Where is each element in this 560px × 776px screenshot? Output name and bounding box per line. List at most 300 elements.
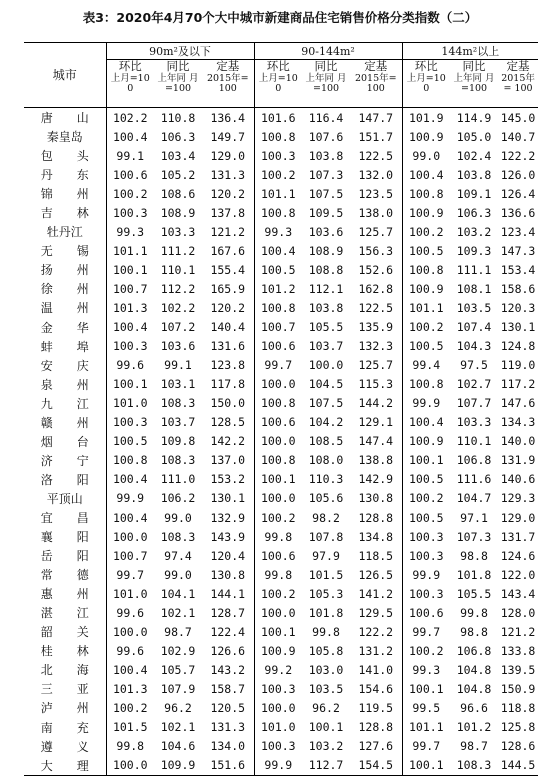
city-name: 温 州 <box>40 301 89 316</box>
index-value: 107.8 <box>308 529 344 544</box>
index-value: 140.4 <box>210 320 246 335</box>
index-value: 100.2 <box>106 698 154 717</box>
index-value: 147.7 <box>358 110 394 125</box>
index-value: 128.8 <box>358 720 394 735</box>
index-value: 100.1 <box>106 375 154 394</box>
index-value: 99.9 <box>402 565 450 584</box>
index-value: 100.8 <box>254 451 302 470</box>
table-row <box>24 584 538 603</box>
city-name: 泉 州 <box>40 377 89 392</box>
index-value: 100.6 <box>254 413 302 432</box>
index-value: 108.3 <box>160 529 196 544</box>
index-value: 99.8 <box>460 605 488 620</box>
index-value: 158.7 <box>210 681 246 696</box>
index-value: 119.0 <box>500 358 536 373</box>
index-value: 100.1 <box>402 451 450 470</box>
index-value: 135.9 <box>358 320 394 335</box>
table-row <box>24 165 538 184</box>
index-value: 100.4 <box>254 241 302 260</box>
index-value: 103.6 <box>160 339 196 354</box>
index-value: 107.9 <box>160 681 196 696</box>
index-value: 151.7 <box>358 129 394 144</box>
index-value: 101.1 <box>106 241 154 260</box>
index-value: 100.9 <box>254 641 302 660</box>
index-value: 100.3 <box>106 203 154 222</box>
index-value: 120.5 <box>210 700 246 715</box>
index-value: 100.3 <box>254 737 302 756</box>
index-value: 118.5 <box>358 548 394 563</box>
index-value: 104.3 <box>456 339 492 354</box>
table-row <box>24 394 538 413</box>
index-value: 100.3 <box>402 527 450 546</box>
index-value: 142.2 <box>210 434 246 449</box>
table-row <box>24 260 538 279</box>
index-value: 141.0 <box>358 662 394 677</box>
index-value: 140.6 <box>500 472 536 487</box>
subheader-cell: 环比 <box>106 60 154 74</box>
index-value: 102.1 <box>160 720 196 735</box>
index-value: 98.8 <box>460 624 488 639</box>
city-name: 九 江 <box>40 396 89 411</box>
city-name: 锦 州 <box>40 187 89 202</box>
base-note-cell: 2015年= 100 <box>202 73 254 108</box>
index-value: 99.6 <box>106 603 154 622</box>
index-value: 100.8 <box>254 298 302 317</box>
index-value: 100.5 <box>402 337 450 356</box>
table-row <box>24 641 538 660</box>
index-value: 109.5 <box>308 205 344 220</box>
table-row <box>24 470 538 489</box>
table-row <box>24 222 538 241</box>
index-value: 130.8 <box>358 491 394 506</box>
index-value: 100.7 <box>254 318 302 337</box>
index-value: 102.9 <box>160 643 196 658</box>
index-value: 99.3 <box>402 660 450 679</box>
index-value: 100.3 <box>254 679 302 698</box>
index-value: 129.0 <box>210 148 246 163</box>
index-value: 100.0 <box>254 432 302 451</box>
index-value: 150.9 <box>500 681 536 696</box>
base-note-cell: 上年同 月=100 <box>302 73 350 108</box>
table-row <box>24 337 538 356</box>
index-value: 101.1 <box>254 184 302 203</box>
index-value: 105.5 <box>456 586 492 601</box>
index-value: 103.8 <box>456 167 492 182</box>
index-value: 108.3 <box>160 453 196 468</box>
index-value: 103.3 <box>456 415 492 430</box>
index-value: 101.3 <box>106 679 154 698</box>
index-value: 134.3 <box>500 415 536 430</box>
index-value: 99.3 <box>106 222 154 241</box>
index-value: 100.9 <box>402 279 450 298</box>
index-value: 119.5 <box>358 700 394 715</box>
index-value: 109.9 <box>154 756 202 776</box>
table-row <box>24 756 538 776</box>
index-value: 111.2 <box>160 243 196 258</box>
index-value: 100.8 <box>402 375 450 394</box>
index-value: 100.3 <box>106 413 154 432</box>
index-value: 100.4 <box>106 127 154 146</box>
index-value: 120.2 <box>210 186 246 201</box>
index-value: 167.6 <box>210 243 246 258</box>
index-value: 100.0 <box>254 698 302 717</box>
index-value: 100.4 <box>402 165 450 184</box>
index-value: 99.9 <box>106 489 154 508</box>
city-name: 无 锡 <box>40 244 89 259</box>
table-row <box>24 375 538 394</box>
index-value: 106.8 <box>456 453 492 468</box>
index-value: 103.2 <box>456 224 492 239</box>
index-value: 109.8 <box>160 434 196 449</box>
index-value: 147.3 <box>500 243 536 258</box>
index-value: 104.7 <box>456 491 492 506</box>
index-value: 143.9 <box>210 529 246 544</box>
index-value: 152.6 <box>358 262 394 277</box>
index-value: 100.2 <box>254 584 302 603</box>
index-value: 100.8 <box>254 203 302 222</box>
index-value: 151.6 <box>202 756 254 776</box>
index-value: 139.5 <box>500 662 536 677</box>
table-row <box>24 489 538 508</box>
index-value: 134.0 <box>210 739 246 754</box>
index-value: 97.5 <box>460 358 488 373</box>
index-value: 107.5 <box>308 396 344 411</box>
index-value: 107.6 <box>308 129 344 144</box>
city-name: 济 宁 <box>40 453 89 468</box>
index-value: 131.7 <box>500 529 536 544</box>
index-value: 104.5 <box>308 377 344 392</box>
index-value: 104.2 <box>308 415 344 430</box>
index-value: 120.3 <box>500 300 536 315</box>
city-name: 赣 州 <box>40 415 89 430</box>
index-value: 131.2 <box>358 643 394 658</box>
index-value: 99.1 <box>164 358 192 373</box>
index-value: 100.5 <box>254 260 302 279</box>
index-value: 100.6 <box>106 165 154 184</box>
city-name: 北 海 <box>40 663 89 678</box>
index-value: 122.4 <box>210 624 246 639</box>
index-value: 154.5 <box>350 756 402 776</box>
index-value: 112.7 <box>302 756 350 776</box>
index-value: 122.5 <box>358 300 394 315</box>
index-value: 158.6 <box>500 281 536 296</box>
index-value: 121.2 <box>500 624 536 639</box>
index-value: 98.2 <box>312 510 340 525</box>
index-value: 100.2 <box>402 222 450 241</box>
table-row <box>24 146 538 165</box>
city-name: 大 理 <box>24 756 106 776</box>
table-row <box>24 737 538 756</box>
city-name: 安 庆 <box>40 358 89 373</box>
index-value: 108.9 <box>160 205 196 220</box>
table-row <box>24 279 538 298</box>
index-value: 96.2 <box>164 700 192 715</box>
index-value: 109.1 <box>456 186 492 201</box>
index-value: 97.4 <box>164 548 192 563</box>
index-value: 101.5 <box>106 718 154 737</box>
city-name: 烟 台 <box>40 434 89 449</box>
index-value: 129.0 <box>500 510 536 525</box>
index-value: 100.4 <box>402 413 450 432</box>
index-value: 99.9 <box>402 394 450 413</box>
index-value: 103.5 <box>308 681 344 696</box>
table-row <box>24 546 538 565</box>
index-value: 118.8 <box>500 700 536 715</box>
table-row <box>24 622 538 641</box>
table-row <box>24 451 538 470</box>
index-value: 100.4 <box>106 470 154 489</box>
index-value: 107.3 <box>456 529 492 544</box>
index-value: 100.1 <box>254 470 302 489</box>
index-value: 143.2 <box>210 662 246 677</box>
index-value: 98.8 <box>460 548 488 563</box>
group-header-medium: 90-144m² <box>254 43 402 60</box>
city-name: 岳 阳 <box>40 549 89 564</box>
index-value: 101.2 <box>456 720 492 735</box>
index-value: 107.5 <box>308 186 344 201</box>
index-value: 111.6 <box>456 472 492 487</box>
index-value: 101.3 <box>106 298 154 317</box>
index-value: 103.3 <box>160 224 196 239</box>
city-name: 金 华 <box>40 320 89 335</box>
index-value: 108.3 <box>450 756 498 776</box>
index-value: 132.0 <box>358 167 394 182</box>
index-value: 127.6 <box>358 739 394 754</box>
city-name: 桂 林 <box>40 644 89 659</box>
index-value: 100.5 <box>402 470 450 489</box>
index-value: 101.2 <box>254 279 302 298</box>
index-value: 101.0 <box>254 718 302 737</box>
group-header-large: 144m²以上 <box>402 43 538 60</box>
index-value: 100.7 <box>106 546 154 565</box>
index-value: 153.2 <box>210 472 246 487</box>
index-value: 100.0 <box>106 622 154 641</box>
price-index-table <box>24 42 538 776</box>
subheader-cell: 同比 <box>314 58 338 73</box>
index-value: 108.3 <box>160 396 196 411</box>
index-value: 99.8 <box>254 565 302 584</box>
index-value: 100.1 <box>106 260 154 279</box>
index-value: 100.8 <box>402 184 450 203</box>
city-name: 包 头 <box>40 149 89 164</box>
index-value: 100.5 <box>106 432 154 451</box>
index-value: 100.5 <box>402 241 450 260</box>
index-value: 96.2 <box>312 700 340 715</box>
index-value: 105.6 <box>308 491 344 506</box>
index-value: 124.6 <box>500 548 536 563</box>
index-value: 104.8 <box>456 681 492 696</box>
index-value: 100.9 <box>402 203 450 222</box>
base-note-cell: 2015年= 100 <box>498 73 538 108</box>
city-name: 平顶山 <box>46 491 83 506</box>
index-value: 103.7 <box>160 415 196 430</box>
index-value: 110.8 <box>160 110 196 125</box>
index-value: 103.7 <box>308 339 344 354</box>
index-value: 107.4 <box>456 320 492 335</box>
index-value: 149.7 <box>210 129 246 144</box>
index-value: 126.4 <box>500 186 536 201</box>
subheader-cell: 定基 <box>506 58 530 73</box>
city-name: 扬 州 <box>40 263 89 278</box>
base-note-cell: 上年同 月=100 <box>154 73 202 108</box>
index-value: 117.2 <box>500 377 536 392</box>
index-value: 105.2 <box>160 167 196 182</box>
index-value: 99.7 <box>254 356 302 375</box>
index-value: 100.8 <box>254 394 302 413</box>
index-value: 154.6 <box>358 681 394 696</box>
city-name: 吉 林 <box>40 206 89 221</box>
index-value: 123.5 <box>358 186 394 201</box>
index-value: 99.5 <box>402 698 450 717</box>
index-value: 130.1 <box>210 491 246 506</box>
city-name: 遵 义 <box>40 739 89 754</box>
index-value: 120.2 <box>210 300 246 315</box>
index-value: 102.4 <box>456 148 492 163</box>
index-value: 99.0 <box>164 510 192 525</box>
index-value: 97.1 <box>460 510 488 525</box>
index-value: 132.3 <box>358 339 394 354</box>
index-value: 125.7 <box>358 358 394 373</box>
index-value: 162.8 <box>358 281 394 296</box>
index-value: 102.2 <box>160 300 196 315</box>
city-name: 三 亚 <box>40 682 89 697</box>
index-value: 101.8 <box>456 567 492 582</box>
index-value: 129.1 <box>358 415 394 430</box>
index-value: 112.2 <box>160 281 196 296</box>
city-name: 秦皇岛 <box>46 130 83 145</box>
index-value: 131.9 <box>500 453 536 468</box>
table-row <box>24 698 538 717</box>
index-value: 155.4 <box>210 262 246 277</box>
index-value: 100.4 <box>106 660 154 679</box>
index-value: 137.0 <box>210 453 246 468</box>
index-value: 132.9 <box>210 510 246 525</box>
index-value: 99.0 <box>164 567 192 582</box>
table-title: 表3：2020年4月70个大中城市新建商品住宅销售价格分类指数（二） <box>82 10 478 25</box>
index-value: 101.8 <box>308 605 344 620</box>
index-value: 150.0 <box>210 396 246 411</box>
index-value: 128.8 <box>358 510 394 525</box>
index-value: 100.0 <box>254 489 302 508</box>
index-value: 102.7 <box>456 377 492 392</box>
index-value: 141.2 <box>358 586 394 601</box>
index-value: 100.2 <box>402 489 450 508</box>
index-value: 100.1 <box>254 622 302 641</box>
table-row <box>24 413 538 432</box>
index-value: 111.0 <box>160 472 196 487</box>
city-name: 襄 阳 <box>40 530 89 545</box>
index-value: 115.3 <box>358 377 394 392</box>
index-value: 147.6 <box>500 396 536 411</box>
index-value: 147.4 <box>358 434 394 449</box>
index-value: 100.1 <box>308 720 344 735</box>
index-value: 100.0 <box>106 527 154 546</box>
index-value: 103.5 <box>456 300 492 315</box>
index-value: 104.6 <box>160 739 196 754</box>
index-value: 134.8 <box>358 529 394 544</box>
index-value: 101.1 <box>402 718 450 737</box>
index-value: 108.9 <box>308 243 344 258</box>
index-value: 107.7 <box>456 396 492 411</box>
index-value: 165.9 <box>210 281 246 296</box>
index-value: 123.4 <box>500 224 536 239</box>
index-value: 131.3 <box>210 167 246 182</box>
city-name: 唐 山 <box>40 111 89 126</box>
index-value: 100.3 <box>254 146 302 165</box>
index-value: 125.8 <box>500 720 536 735</box>
index-value: 100.8 <box>254 127 302 146</box>
index-value: 100.1 <box>402 679 450 698</box>
index-value: 100.9 <box>402 127 450 146</box>
index-value: 122.0 <box>500 567 536 582</box>
index-value: 128.5 <box>210 415 246 430</box>
index-value: 99.8 <box>106 737 154 756</box>
base-note-cell: 上月=10 0 <box>106 73 154 108</box>
index-value: 137.8 <box>210 205 246 220</box>
index-value: 109.3 <box>456 243 492 258</box>
index-value: 116.4 <box>308 110 344 125</box>
index-value: 103.6 <box>308 224 344 239</box>
table-row <box>24 718 538 737</box>
index-value: 104.1 <box>160 586 196 601</box>
index-value: 99.0 <box>402 146 450 165</box>
index-value: 105.8 <box>308 643 344 658</box>
index-value: 106.3 <box>160 129 196 144</box>
index-value: 110.3 <box>308 472 344 487</box>
subheader-cell: 环比 <box>402 60 450 74</box>
index-value: 105.7 <box>160 662 196 677</box>
index-value: 142.9 <box>358 472 394 487</box>
subheader-cell: 同比 <box>166 58 190 73</box>
index-value: 100.4 <box>106 318 154 337</box>
index-value: 122.5 <box>358 148 394 163</box>
index-value: 100.0 <box>254 603 302 622</box>
index-value: 100.1 <box>402 756 450 776</box>
index-value: 130.8 <box>210 567 246 582</box>
index-value: 100.0 <box>308 358 344 373</box>
index-value: 128.0 <box>500 605 536 620</box>
index-value: 103.2 <box>308 739 344 754</box>
index-value: 100.3 <box>402 546 450 565</box>
index-value: 101.5 <box>308 567 344 582</box>
index-value: 107.3 <box>308 167 344 182</box>
table-row <box>24 241 538 260</box>
index-value: 99.2 <box>254 660 302 679</box>
index-value: 112.1 <box>308 281 344 296</box>
index-value: 124.8 <box>500 339 536 354</box>
city-name: 湛 江 <box>40 606 89 621</box>
index-value: 121.2 <box>210 224 246 239</box>
city-name: 丹 东 <box>40 168 89 183</box>
index-value: 96.6 <box>460 700 488 715</box>
index-value: 103.0 <box>308 662 344 677</box>
subheader-cell: 环比 <box>254 60 302 74</box>
index-value: 138.0 <box>358 205 394 220</box>
index-value: 143.4 <box>500 586 536 601</box>
index-value: 100.0 <box>254 375 302 394</box>
table-row <box>24 679 538 698</box>
city-column-header: 城市 <box>24 43 106 108</box>
index-value: 100.6 <box>402 603 450 622</box>
base-note-cell: 上月=10 0 <box>402 73 450 108</box>
index-value: 156.3 <box>358 243 394 258</box>
index-value: 106.8 <box>456 643 492 658</box>
index-value: 126.0 <box>500 167 536 182</box>
index-value: 108.0 <box>308 453 344 468</box>
index-value: 114.9 <box>456 110 492 125</box>
city-name: 牡丹江 <box>46 225 83 240</box>
table-row <box>24 356 538 375</box>
